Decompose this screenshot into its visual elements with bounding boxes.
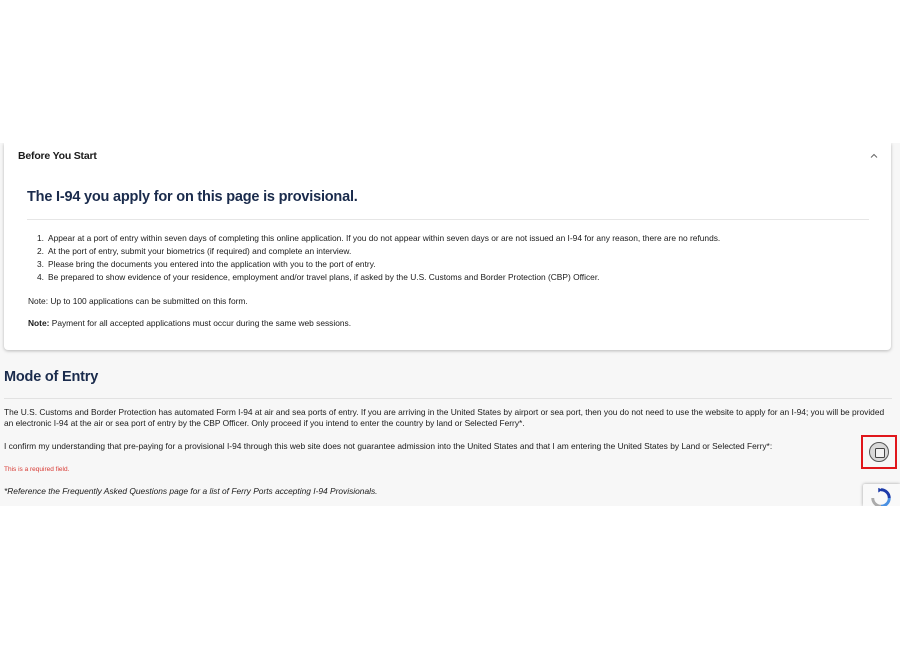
step-number: 2. [37, 246, 44, 256]
list-item [28, 271, 720, 284]
step-text: At the port of entry, submit your biometrics (if required) and complete an interview. [48, 246, 352, 256]
list-item [28, 258, 720, 271]
faq-reference-note: *Reference the Frequently Asked Questions page for a list of Ferry Ports accepting I-94 Provisionals. [4, 486, 378, 496]
note-payment [28, 318, 351, 328]
note-label: Note: [28, 318, 50, 328]
chevron-up-icon[interactable] [867, 149, 881, 163]
checkbox-focus-ring[interactable] [869, 442, 889, 462]
confirm-checkbox-label: I confirm my understanding that pre-paying for a provisional I-94 through this web site does not guarantee admission into the United States and that I am entering the United States by Land or Selected Ferry*: [4, 441, 773, 451]
instructions-list [28, 232, 720, 284]
divider [4, 398, 892, 399]
confirm-checkbox[interactable] [861, 435, 897, 469]
step-text: Be prepared to show evidence of your residence, employment and/or travel plans, if asked by the U.S. Customs and Border Protection (CBP) Officer. [48, 272, 600, 282]
note-application-limit: Note: Up to 100 applications can be submitted on this form. [28, 296, 248, 306]
mode-of-entry-title: Mode of Entry [4, 369, 99, 385]
checkbox-box[interactable] [875, 448, 885, 458]
step-text: Appear at a port of entry within seven days of completing this online application. If you do not appear within seven days or are not issued an I-94 for any reason, there are no refunds. [48, 233, 721, 243]
panel-header[interactable]: Before You Start [18, 150, 97, 162]
required-field-error: This is a required field. [4, 466, 70, 473]
divider [27, 219, 869, 220]
mode-of-entry-description: The U.S. Customs and Border Protection has automated Form I-94 at air and sea ports of entry. If you are arriving in the United States by airport or sea port, then you do not need to use the website to apply for an I-94; you will be provided an electronic I-94 at the air or sea port of entry by the CBP Officer. Only proceed if you intend to enter the country by land or Selected Ferry*. [4, 407, 885, 428]
step-number: 4. [37, 272, 44, 282]
provisional-title: The I-94 you apply for on this page is provisional. [27, 189, 358, 205]
before-you-start-panel [4, 143, 891, 350]
step-number: 1. [37, 233, 44, 243]
note-text: Payment for all accepted applications must occur during the same web sessions. [49, 318, 352, 328]
step-text: Please bring the documents you entered into the application with you to the port of entry. [48, 259, 376, 269]
recaptcha-icon [870, 487, 892, 506]
page-content [0, 143, 900, 506]
step-number: 3. [37, 259, 44, 269]
list-item [28, 245, 720, 258]
list-item [28, 232, 720, 245]
recaptcha-badge[interactable] [863, 484, 900, 506]
